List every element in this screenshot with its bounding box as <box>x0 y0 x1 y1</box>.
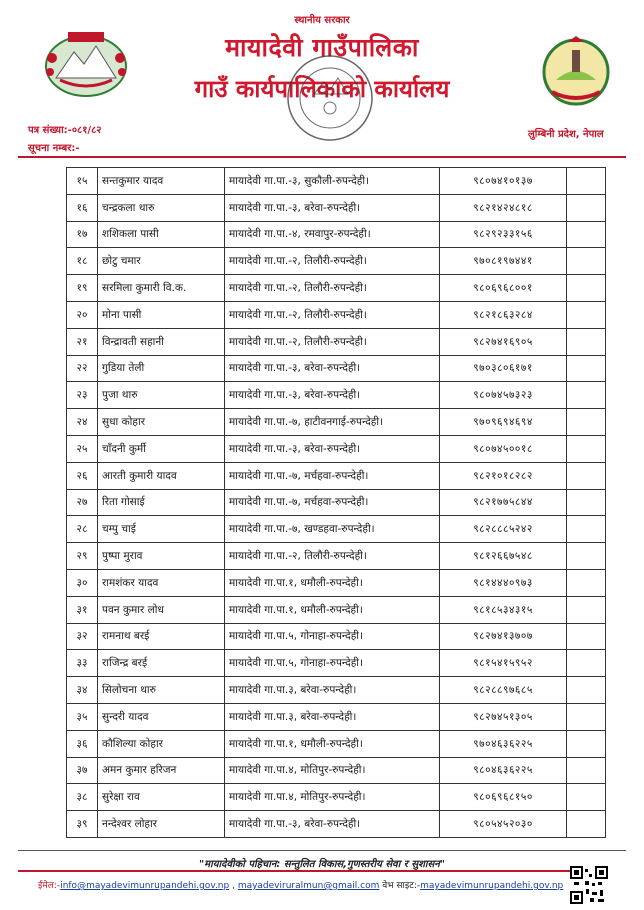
blank-cell <box>567 194 606 221</box>
blank-cell <box>567 757 606 784</box>
table-row <box>67 462 606 489</box>
address-cell: मायादेवी गा.पा.४, मोतिपुर-रुपन्देही। <box>225 784 440 811</box>
blank-cell <box>567 811 606 838</box>
table-row <box>67 194 606 221</box>
website-label: वेभ साइट:- <box>379 881 421 891</box>
address-cell: मायादेवी गा.पा.३, बरेवा-रुपन्देही। <box>225 677 440 704</box>
serial-number-cell: २९ <box>67 543 98 570</box>
serial-number-cell: १७ <box>67 221 98 248</box>
serial-number-cell: १८ <box>67 248 98 275</box>
blank-cell <box>567 301 606 328</box>
name-cell: सुधा कोहार <box>98 409 225 436</box>
government-label: स्थानीय सरकार <box>294 15 350 26</box>
name-cell: पुष्पा मुराव <box>98 543 225 570</box>
table-row <box>67 757 606 784</box>
blank-cell <box>567 569 606 596</box>
address-cell: मायादेवी गा.पा.४, मोतिपुर-रुपन्देही। <box>225 757 440 784</box>
address-cell: मायादेवी गा.पा.-७, हाटीवनगाई-रुपन्देही। <box>225 409 440 436</box>
phone-cell: ९८०५४५२०३० <box>440 811 567 838</box>
website-link[interactable]: mayadevimunrupandehi.gov.np <box>420 881 564 891</box>
table-row <box>67 543 606 570</box>
slogan-divider <box>18 850 626 851</box>
blank-cell <box>567 489 606 516</box>
serial-number-cell: २७ <box>67 489 98 516</box>
serial-number-cell: १६ <box>67 194 98 221</box>
address-cell: मायादेवी गा.पा.-२, तिलौरी-रुपन्देही। <box>225 328 440 355</box>
address-cell: मायादेवी गा.पा.-२, तिलौरी-रुपन्देही। <box>225 301 440 328</box>
table-row <box>67 489 606 516</box>
table-row <box>67 248 606 275</box>
table-row <box>67 275 606 302</box>
blank-cell <box>567 596 606 623</box>
serial-number-cell: ३९ <box>67 811 98 838</box>
address-cell: मायादेवी गा.पा.-३, सुकौली-रुपन्देही। <box>225 168 440 195</box>
qr-code-icon <box>570 866 608 904</box>
phone-cell: ९८१८५३४३१५ <box>440 596 567 623</box>
beneficiary-table <box>66 167 606 838</box>
name-cell: चम्पु चाई <box>98 516 225 543</box>
blank-cell <box>567 543 606 570</box>
table-row <box>67 435 606 462</box>
phone-cell: ९८२७४१६९०५ <box>440 328 567 355</box>
table-row <box>67 168 606 195</box>
email-separator: , <box>229 881 238 891</box>
phone-cell: ९८०७४५००१८ <box>440 435 567 462</box>
slogan: "मायादेवीको पहिचान: सन्तुलित विकास,गुणस्तरीय सेवा र सुशासन" <box>198 859 446 870</box>
table-row <box>67 596 606 623</box>
header-divider <box>18 156 626 158</box>
name-cell: रामनाथ बरई <box>98 623 225 650</box>
blank-cell <box>567 275 606 302</box>
blank-cell <box>567 435 606 462</box>
phone-cell: ९८२९२३३१५६ <box>440 221 567 248</box>
phone-cell: ९८०७४५७३२३ <box>440 382 567 409</box>
serial-number-cell: १९ <box>67 275 98 302</box>
serial-number-cell: १५ <box>67 168 98 195</box>
name-cell: रिता गोसाई <box>98 489 225 516</box>
name-cell: छोटु चमार <box>98 248 225 275</box>
serial-number-cell: २५ <box>67 435 98 462</box>
name-cell: कौशिल्या कोहार <box>98 730 225 757</box>
municipality-logo-icon <box>538 32 614 112</box>
address-cell: मायादेवी गा.पा.५, गोनाहा-रुपन्देही। <box>225 650 440 677</box>
address-cell: मायादेवी गा.पा.-३, बरेवा-रुपन्देही। <box>225 811 440 838</box>
serial-number-cell: ३७ <box>67 757 98 784</box>
blank-cell <box>567 650 606 677</box>
serial-number-cell: २१ <box>67 328 98 355</box>
blank-cell <box>567 168 606 195</box>
blank-cell <box>567 703 606 730</box>
email-label: ईमेल:- <box>38 881 61 891</box>
phone-cell: ९८२८८९७६८५ <box>440 677 567 704</box>
phone-cell: ९८२१४२४८१८ <box>440 194 567 221</box>
phone-cell: ९८०७४१०१३७ <box>440 168 567 195</box>
table-row <box>67 328 606 355</box>
phone-cell: ९८०६९६८००१ <box>440 275 567 302</box>
name-cell: आरती कुमारी यादव <box>98 462 225 489</box>
name-cell: चाँदनी कुर्मी <box>98 435 225 462</box>
name-cell: सिलोचना थारु <box>98 677 225 704</box>
table-row <box>67 811 606 838</box>
phone-cell: ९८२१०१८२८२ <box>440 462 567 489</box>
table-row <box>67 301 606 328</box>
blank-cell <box>567 784 606 811</box>
address-cell: मायादेवी गा.पा.-२, तिलौरी-रुपन्देही। <box>225 275 440 302</box>
table-row <box>67 650 606 677</box>
address-cell: मायादेवी गा.पा.१, धमौली-रुपन्देही। <box>225 569 440 596</box>
serial-number-cell: ३२ <box>67 623 98 650</box>
table-row <box>67 730 606 757</box>
blank-cell <box>567 730 606 757</box>
table-row <box>67 516 606 543</box>
contact-footer <box>38 878 564 891</box>
phone-cell: ९८२७४१३७०७ <box>440 623 567 650</box>
address-cell: मायादेवी गा.पा.-२, तिलौरी-रुपन्देही। <box>225 543 440 570</box>
table-row <box>67 703 606 730</box>
name-cell: मोना पासी <box>98 301 225 328</box>
municipality-title: मायादेवी गाउँपालिका <box>225 33 419 62</box>
name-cell: सरमिला कुमारी वि.क. <box>98 275 225 302</box>
letterhead <box>0 0 644 170</box>
serial-number-cell: २३ <box>67 382 98 409</box>
table-row <box>67 382 606 409</box>
name-cell: सन्तकुमार यादव <box>98 168 225 195</box>
table-row <box>67 409 606 436</box>
office-title: गाउँ कार्यपालिकाको कार्यालय <box>194 75 450 103</box>
phone-cell: ९८१२६६७५४८ <box>440 543 567 570</box>
blank-cell <box>567 382 606 409</box>
blank-cell <box>567 462 606 489</box>
address-cell: मायादेवी गा.पा.१, धमौली-रुपन्देही। <box>225 730 440 757</box>
name-cell: अमन कुमार हरिजन <box>98 757 225 784</box>
blank-cell <box>567 355 606 382</box>
serial-number-cell: २२ <box>67 355 98 382</box>
serial-number-cell: २० <box>67 301 98 328</box>
blank-cell <box>567 409 606 436</box>
phone-cell: ९७०८१९७४४१ <box>440 248 567 275</box>
blank-cell <box>567 516 606 543</box>
phone-cell: ९७०३८०६१७१ <box>440 355 567 382</box>
address-cell: मायादेवी गा.पा.-२, तिलौरी-रुपन्देही। <box>225 248 440 275</box>
phone-cell: ९८०४६३६२२५ <box>440 757 567 784</box>
serial-number-cell: २८ <box>67 516 98 543</box>
phone-cell: ९८२१७७५८४४ <box>440 489 567 516</box>
name-cell: गुडिया तेली <box>98 355 225 382</box>
notice-number: सूचना नम्बर:- <box>28 143 80 154</box>
phone-cell: ९७०४६३६२२५ <box>440 730 567 757</box>
table-body <box>67 168 606 838</box>
name-cell: पुजा थारु <box>98 382 225 409</box>
serial-number-cell: ३३ <box>67 650 98 677</box>
footer-divider <box>18 870 578 872</box>
phone-cell: ९८२८८८५२४२ <box>440 516 567 543</box>
name-cell: राजिन्द्र बरई <box>98 650 225 677</box>
serial-number-cell: ३४ <box>67 677 98 704</box>
office-stamp-icon <box>284 52 376 144</box>
address-cell: मायादेवी गा.पा.-३, बरेवा-रुपन्देही। <box>225 194 440 221</box>
table-row <box>67 784 606 811</box>
serial-number-cell: ३१ <box>67 596 98 623</box>
address-cell: मायादेवी गा.पा.-३, बरेवा-रुपन्देही। <box>225 382 440 409</box>
serial-number-cell: २६ <box>67 462 98 489</box>
address-cell: मायादेवी गा.पा.-३, बरेवा-रुपन्देही। <box>225 355 440 382</box>
blank-cell <box>567 623 606 650</box>
name-cell: चन्द्रकला थारु <box>98 194 225 221</box>
reference-number: पत्र संख्या:-०८१/८२ <box>28 125 102 136</box>
address-cell: मायादेवी गा.पा.-७, मर्चहवा-रुपन्देही। <box>225 489 440 516</box>
phone-cell: ९७०९६९४६९४ <box>440 409 567 436</box>
blank-cell <box>567 677 606 704</box>
email-link-2[interactable]: mayadeviruralmun@gmail.com <box>237 881 380 891</box>
serial-number-cell: ३० <box>67 569 98 596</box>
table-row <box>67 623 606 650</box>
address-cell: मायादेवी गा.पा.-७, मर्चहवा-रुपन्देही। <box>225 462 440 489</box>
phone-cell: ९८२७४५१३०५ <box>440 703 567 730</box>
blank-cell <box>567 248 606 275</box>
address-cell: मायादेवी गा.पा.-३, बरेवा-रुपन्देही। <box>225 435 440 462</box>
email-link-1[interactable]: info@mayadevimunrupandehi.gov.np <box>60 881 230 891</box>
address-cell: मायादेवी गा.पा.३, बरेवा-रुपन्देही। <box>225 703 440 730</box>
serial-number-cell: ३५ <box>67 703 98 730</box>
address-cell: मायादेवी गा.पा.१, धमौली-रुपन्देही। <box>225 596 440 623</box>
table-row <box>67 677 606 704</box>
phone-cell: ९८१४४४०९७३ <box>440 569 567 596</box>
province-label: लुम्बिनी प्रदेश, नेपाल <box>528 129 604 140</box>
name-cell: विन्द्रावती सहानी <box>98 328 225 355</box>
address-cell: मायादेवी गा.पा.-७, खण्डहवा-रुपन्देही। <box>225 516 440 543</box>
phone-cell: ९८१५४१५९५२ <box>440 650 567 677</box>
table-row <box>67 221 606 248</box>
table-row <box>67 355 606 382</box>
table-row <box>67 569 606 596</box>
name-cell: पवन कुमार लोध <box>98 596 225 623</box>
name-cell: शशिकला पासी <box>98 221 225 248</box>
blank-cell <box>567 328 606 355</box>
name-cell: रामशंकर यादव <box>98 569 225 596</box>
name-cell: नन्देश्वर लोहार <box>98 811 225 838</box>
address-cell: मायादेवी गा.पा.-४, रमवापुर-रुपन्देही। <box>225 221 440 248</box>
phone-cell: ९८०६९६८१५० <box>440 784 567 811</box>
name-cell: सुन्दरी यादव <box>98 703 225 730</box>
blank-cell <box>567 221 606 248</box>
serial-number-cell: ३८ <box>67 784 98 811</box>
phone-cell: ९८२१८६३२८४ <box>440 301 567 328</box>
name-cell: सुरेक्षा राव <box>98 784 225 811</box>
serial-number-cell: ३६ <box>67 730 98 757</box>
address-cell: मायादेवी गा.पा.५, गोनाहा-रुपन्देही। <box>225 623 440 650</box>
serial-number-cell: २४ <box>67 409 98 436</box>
